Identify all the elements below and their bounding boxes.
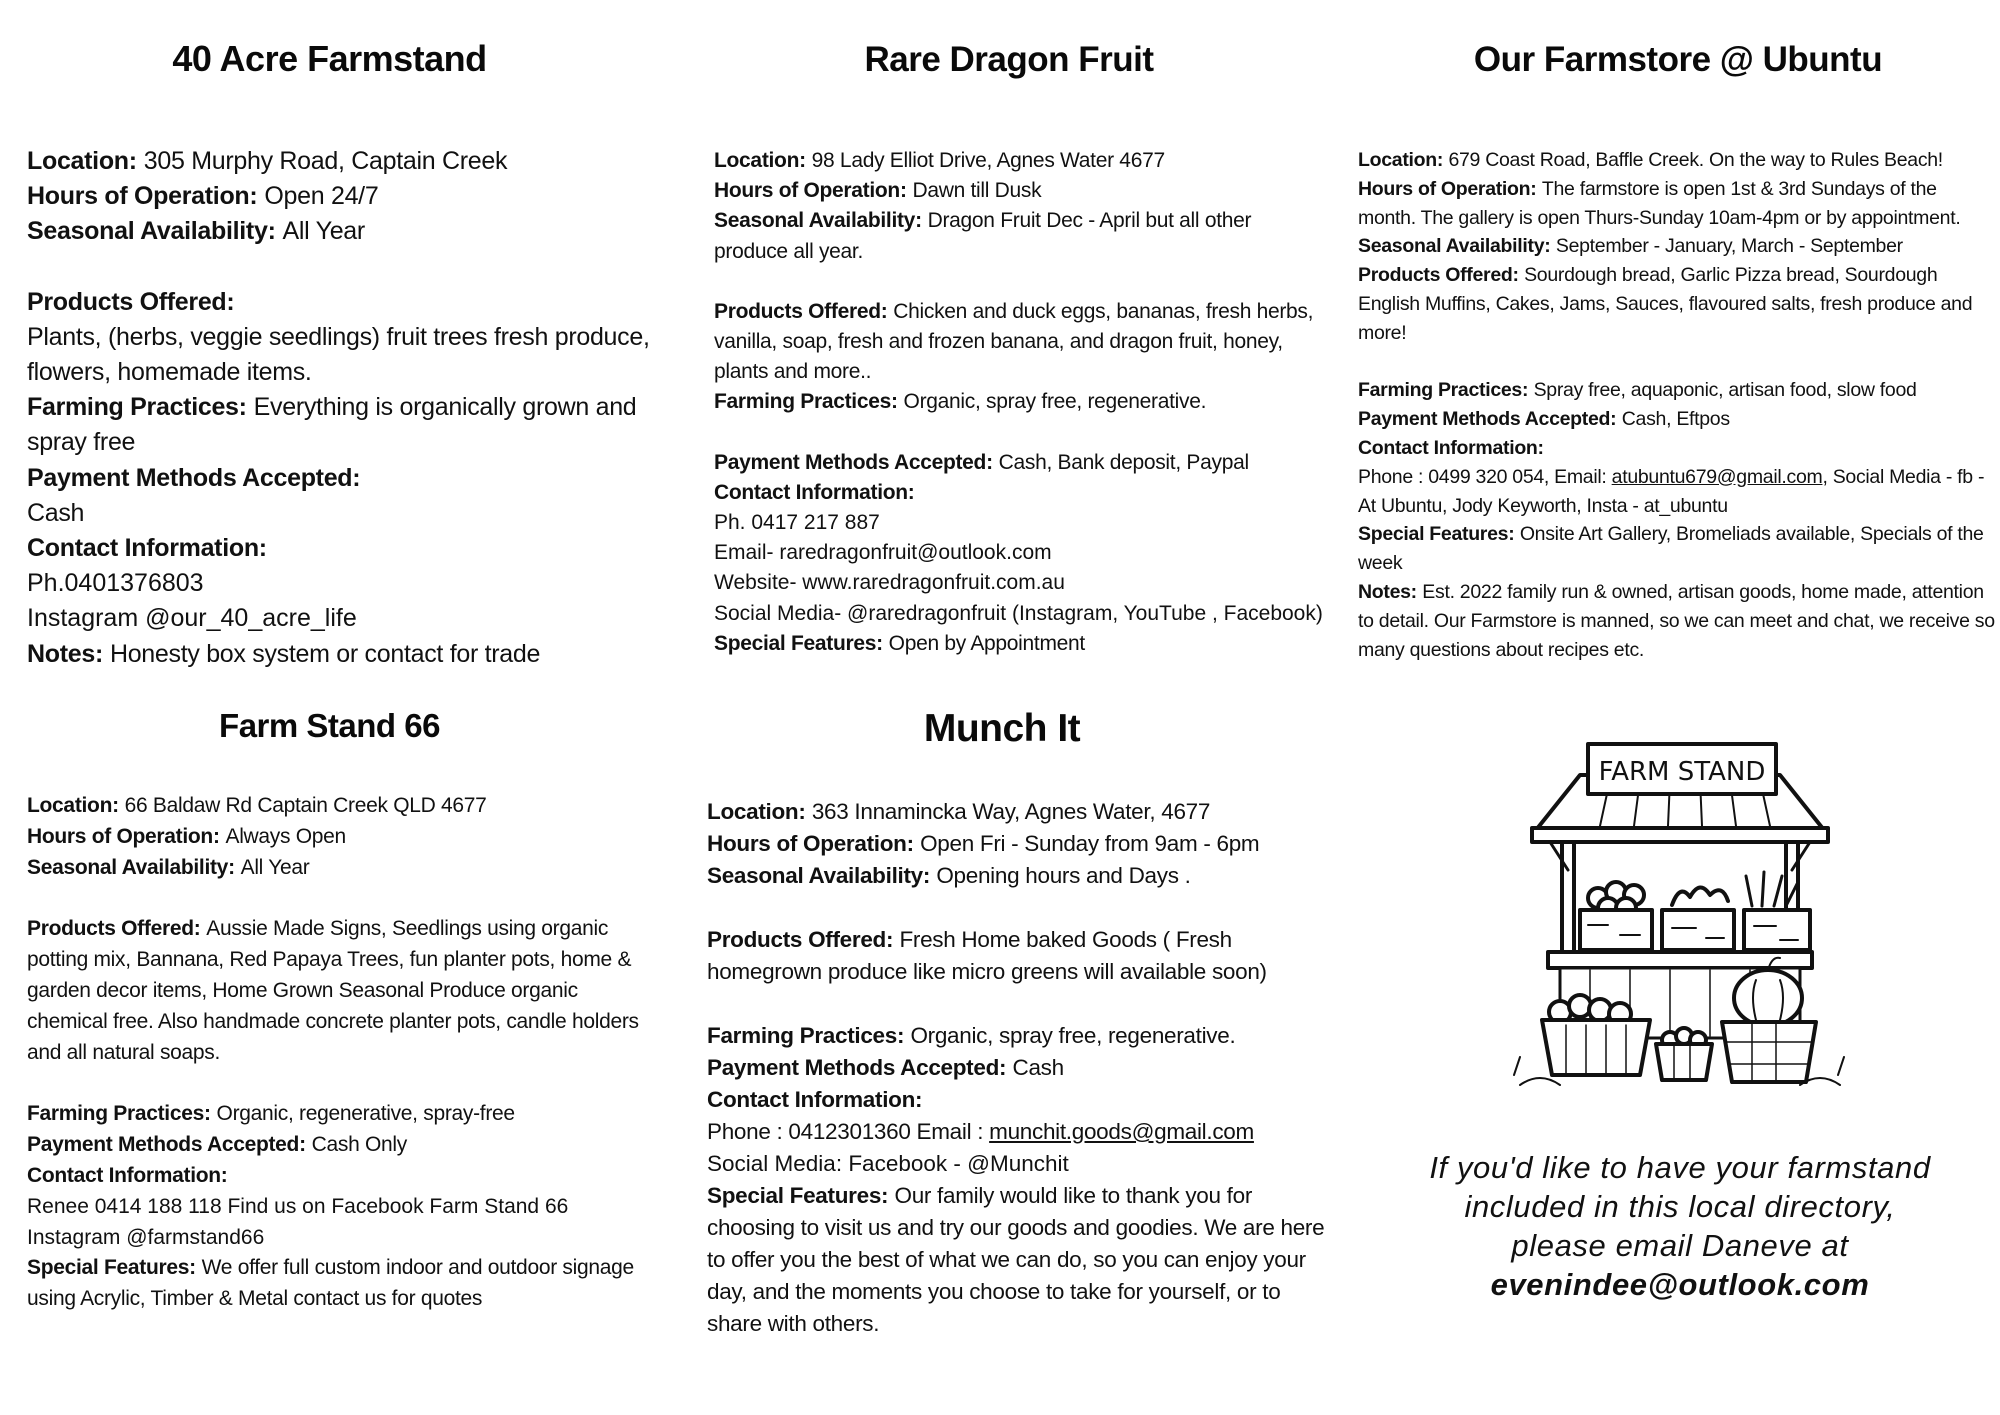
contact-label: Contact Information: [714, 480, 915, 504]
notes-row [27, 637, 677, 672]
contact-label-row [707, 1084, 1327, 1116]
hours-value: Open 24/7 [264, 182, 379, 211]
products-value: Fresh Home baked Goods ( Fresh homegrown produce like micro greens will available soon) [707, 927, 1267, 984]
payment-value: Cash, Eftpos [1621, 408, 1730, 431]
payment-label: Payment Methods Accepted: [1358, 408, 1617, 431]
farming-label: Farming Practices: [27, 393, 247, 422]
contact-label: Contact Information: [27, 1163, 228, 1187]
hours-label: Hours of Operation: [707, 831, 914, 856]
payment-row [1358, 405, 1998, 434]
sign-text: FARM STAND [1598, 757, 1766, 787]
farming-label: Farming Practices: [707, 1023, 905, 1048]
farming-value: Everything is organically grown and spray free [27, 393, 637, 457]
season-label: Seasonal Availability: [714, 209, 922, 233]
farming-value: Organic, spray free, regenerative. [903, 390, 1207, 414]
season-value: All Year [240, 855, 310, 879]
hours-row [27, 822, 657, 853]
contact-phone: Ph. 0417 217 887 [714, 511, 880, 535]
contact-label: Contact Information: [1358, 436, 1544, 459]
contact-instagram: Instagram @our_40_acre_life [27, 604, 357, 633]
location-label: Location: [27, 147, 137, 175]
location-row [1358, 146, 1998, 175]
special-row [707, 1180, 1327, 1340]
invite-text: If you'd like to have your farmstand included in this local directory, please email Daneve at [1429, 1150, 1931, 1263]
contact-label-row [714, 478, 1324, 508]
products-label: Products Offered: [27, 287, 235, 316]
payment-label: Payment Methods Accepted: [714, 450, 993, 474]
season-label: Seasonal Availability: [27, 855, 235, 879]
season-row [1358, 232, 1998, 261]
products-value: Chicken and duck eggs, bananas, fresh herbs, vanilla, soap, fresh and frozen banana, and dragon fruit, honey, plants and more.. [714, 299, 1314, 384]
payment-row [714, 448, 1324, 478]
location-value: 679 Coast Road, Baffle Creek. On the way to Rules Beach! [1448, 149, 1943, 171]
contact-phone: Ph.0401376803 [27, 569, 204, 598]
contact-instagram: Instagram @farmstand66 [27, 1225, 265, 1249]
post-left [1562, 842, 1574, 962]
hours-label: Hours of Operation: [714, 179, 907, 203]
contact-social: Social Media: Facebook - @Munchit [707, 1151, 1069, 1176]
hours-value: The farmstore is open 1st & 3rd Sundays of the month. The gallery is open Thurs-Sunday 10am-4pm or by appointment. [1358, 177, 1961, 229]
listing-our-farmstore-ubuntu [1358, 36, 1998, 664]
hours-row [714, 176, 1324, 206]
season-label: Seasonal Availability: [1358, 235, 1551, 258]
payment-row [27, 1130, 657, 1161]
directory-invite-note [1425, 1148, 1935, 1304]
special-row [714, 629, 1324, 659]
farming-value: Spray free, aquaponic, artisan food, slow food [1533, 379, 1917, 402]
farming-row [714, 387, 1324, 417]
contact-label-row [1358, 434, 1998, 463]
products-label: Products Offered: [1358, 264, 1519, 287]
season-value: All Year [282, 217, 365, 246]
listing-40-acre-farmstand [27, 34, 677, 672]
products-row [1358, 261, 1998, 347]
season-label: Seasonal Availability: [27, 217, 276, 246]
payment-label: Payment Methods Accepted: [27, 1133, 306, 1157]
contact-phone: Phone : 0499 320 054, Email: [1358, 465, 1612, 488]
payment-label-row [27, 461, 677, 496]
contact-details [1358, 463, 1998, 521]
farming-value: Organic, regenerative, spray-free [216, 1102, 515, 1126]
counter-crates [1580, 872, 1810, 950]
hours-value: Open Fri - Sunday from 9am - 6pm [920, 831, 1260, 856]
products-label: Products Offered: [27, 917, 201, 941]
location-row [27, 144, 677, 179]
listing-munch-it [707, 702, 1327, 1340]
contact-email-link[interactable]: atubuntu679@gmail.com [1611, 465, 1823, 488]
notes-row [1358, 578, 1998, 664]
contact-email[interactable]: Email- raredragonfruit@outlook.com [714, 541, 1052, 565]
contact-details [707, 1116, 1327, 1148]
season-row [707, 860, 1327, 892]
notes-value: Est. 2022 family run & owned, artisan goods, home made, attention to detail. Our Farmstore is manned, so we can meet and chat, we receive so many questions about recipes etc. [1358, 580, 1995, 661]
special-label: Special Features: [27, 1256, 196, 1280]
special-row [1358, 520, 1998, 578]
season-row [27, 853, 657, 884]
special-label: Special Features: [1358, 523, 1515, 546]
special-label: Special Features: [707, 1183, 889, 1208]
listing-title: 40 Acre Farmstand [172, 38, 487, 79]
listing-rare-dragon-fruit [714, 36, 1324, 659]
hours-row [1358, 175, 1998, 233]
hours-label: Hours of Operation: [27, 824, 220, 848]
listing-title: Munch It [923, 707, 1081, 750]
location-value: 66 Baldaw Rd Captain Creek QLD 4677 [124, 794, 487, 817]
location-label: Location: [714, 149, 806, 172]
season-label: Seasonal Availability: [707, 863, 931, 888]
special-label: Special Features: [714, 631, 883, 655]
contact-label-row [27, 1161, 657, 1192]
payment-row [707, 1052, 1327, 1084]
contact-label-row [27, 531, 677, 566]
hours-row [27, 179, 677, 214]
season-row [27, 214, 677, 249]
contact-email-link[interactable]: munchit.goods@gmail.com [989, 1119, 1254, 1144]
contact-label: Contact Information: [27, 534, 267, 563]
location-row [707, 796, 1327, 828]
location-label: Location: [707, 799, 806, 824]
payment-label: Payment Methods Accepted: [27, 463, 361, 492]
season-row [714, 206, 1324, 266]
products-row [714, 297, 1324, 388]
products-value-row [27, 320, 677, 390]
farming-row [1358, 376, 1998, 405]
location-label: Location: [1358, 149, 1444, 171]
farming-row [27, 390, 677, 460]
farming-value: Organic, spray free, regenerative. [910, 1023, 1236, 1048]
farming-row [27, 1099, 657, 1130]
farming-label: Farming Practices: [714, 390, 898, 414]
season-value: Opening hours and Days . [936, 863, 1191, 888]
hours-value: Dawn till Dusk [912, 179, 1042, 203]
farming-label: Farming Practices: [1358, 379, 1529, 402]
farm-stand-illustration-icon [1500, 730, 1860, 1100]
products-value: Aussie Made Signs, Seedlings using organic potting mix, Bannana, Red Papaya Trees, fun planter pots, home & garden decor items, Home Grown Seasonal Produce organic chemical free. Also handmade concrete planter pots, candle holders and all natural soaps. [27, 917, 639, 1064]
products-value: Plants, (herbs, veggie seedlings) fruit trees fresh produce, flowers, homemade items. [27, 322, 650, 387]
payment-value: Cash [1012, 1055, 1064, 1080]
contact-phone: Renee 0414 188 118 Find us on Facebook Farm Stand 66 [27, 1194, 569, 1218]
farming-label: Farming Practices: [27, 1102, 211, 1126]
listing-farm-stand-66 [27, 703, 657, 1315]
payment-value-row [27, 496, 677, 531]
farming-row [707, 1020, 1327, 1052]
notes-label: Notes: [27, 639, 103, 668]
listing-title: Farm Stand 66 [219, 707, 440, 744]
products-label: Products Offered: [707, 927, 894, 952]
hours-row [707, 828, 1327, 860]
location-value: 305 Murphy Road, Captain Creek [143, 147, 508, 175]
special-value: Open by Appointment [888, 631, 1085, 655]
payment-value: Cash, Bank deposit, Paypal [998, 450, 1249, 474]
special-value: Onsite Art Gallery, Bromeliads available, Specials of the week [1358, 523, 1984, 575]
location-value: 363 Innamincka Way, Agnes Water, 4677 [811, 799, 1211, 824]
listing-title: Rare Dragon Fruit [864, 40, 1154, 79]
location-label: Location: [27, 794, 119, 817]
special-value: We offer full custom indoor and outdoor signage using Acrylic, Timber & Metal contact us for quotes [27, 1256, 634, 1311]
roof-eave [1532, 828, 1828, 842]
invite-email-link[interactable]: evenindee@outlook.com [1490, 1267, 1870, 1302]
products-row [27, 914, 657, 1068]
contact-social: Social Media- @raredragonfruit (Instagram, YouTube , Facebook) [714, 601, 1323, 625]
hours-label: Hours of Operation: [27, 182, 258, 211]
location-value: 98 Lady Elliot Drive, Agnes Water 4677 [811, 149, 1165, 172]
season-value: September - January, March - September [1555, 235, 1903, 258]
post-braces [1550, 842, 1810, 870]
contact-social: , Social Media - fb - At Ubuntu, Jody Keyworth, Insta - at_ubuntu [1358, 465, 1985, 517]
notes-label: Notes: [1358, 580, 1417, 603]
payment-label: Payment Methods Accepted: [707, 1055, 1007, 1080]
contact-phone: Phone : 0412301360 Email : [707, 1119, 990, 1144]
hours-value: Always Open [225, 824, 346, 848]
contact-website[interactable]: Website- www.raredragonfruit.com.au [714, 571, 1065, 595]
payment-value: Cash [27, 498, 85, 527]
season-value: Dragon Fruit Dec - April but all other produce all year. [714, 209, 1252, 263]
products-row [707, 924, 1327, 988]
special-row [27, 1253, 657, 1315]
location-row [714, 146, 1324, 176]
notes-value: Honesty box system or contact for trade [109, 639, 541, 668]
contact-label: Contact Information: [707, 1087, 923, 1112]
listing-title: Our Farmstore @ Ubuntu [1473, 40, 1883, 79]
products-value: Sourdough bread, Garlic Pizza bread, Sourdough English Muffins, Cakes, Jams, Sauces, flavoured salts, fresh produce and more! [1358, 264, 1973, 344]
hours-label: Hours of Operation: [1358, 177, 1537, 200]
products-label: Products Offered: [714, 299, 888, 323]
products-label-row [27, 285, 677, 320]
special-value: Our family would like to thank you for choosing to visit us and try our goods and goodies. We are here to offer you the best of what we can do, so you can enjoy your day, and the moments you choose to take for yourself, or to share with others. [707, 1183, 1325, 1336]
payment-value: Cash Only [311, 1133, 407, 1157]
location-row [27, 791, 657, 822]
